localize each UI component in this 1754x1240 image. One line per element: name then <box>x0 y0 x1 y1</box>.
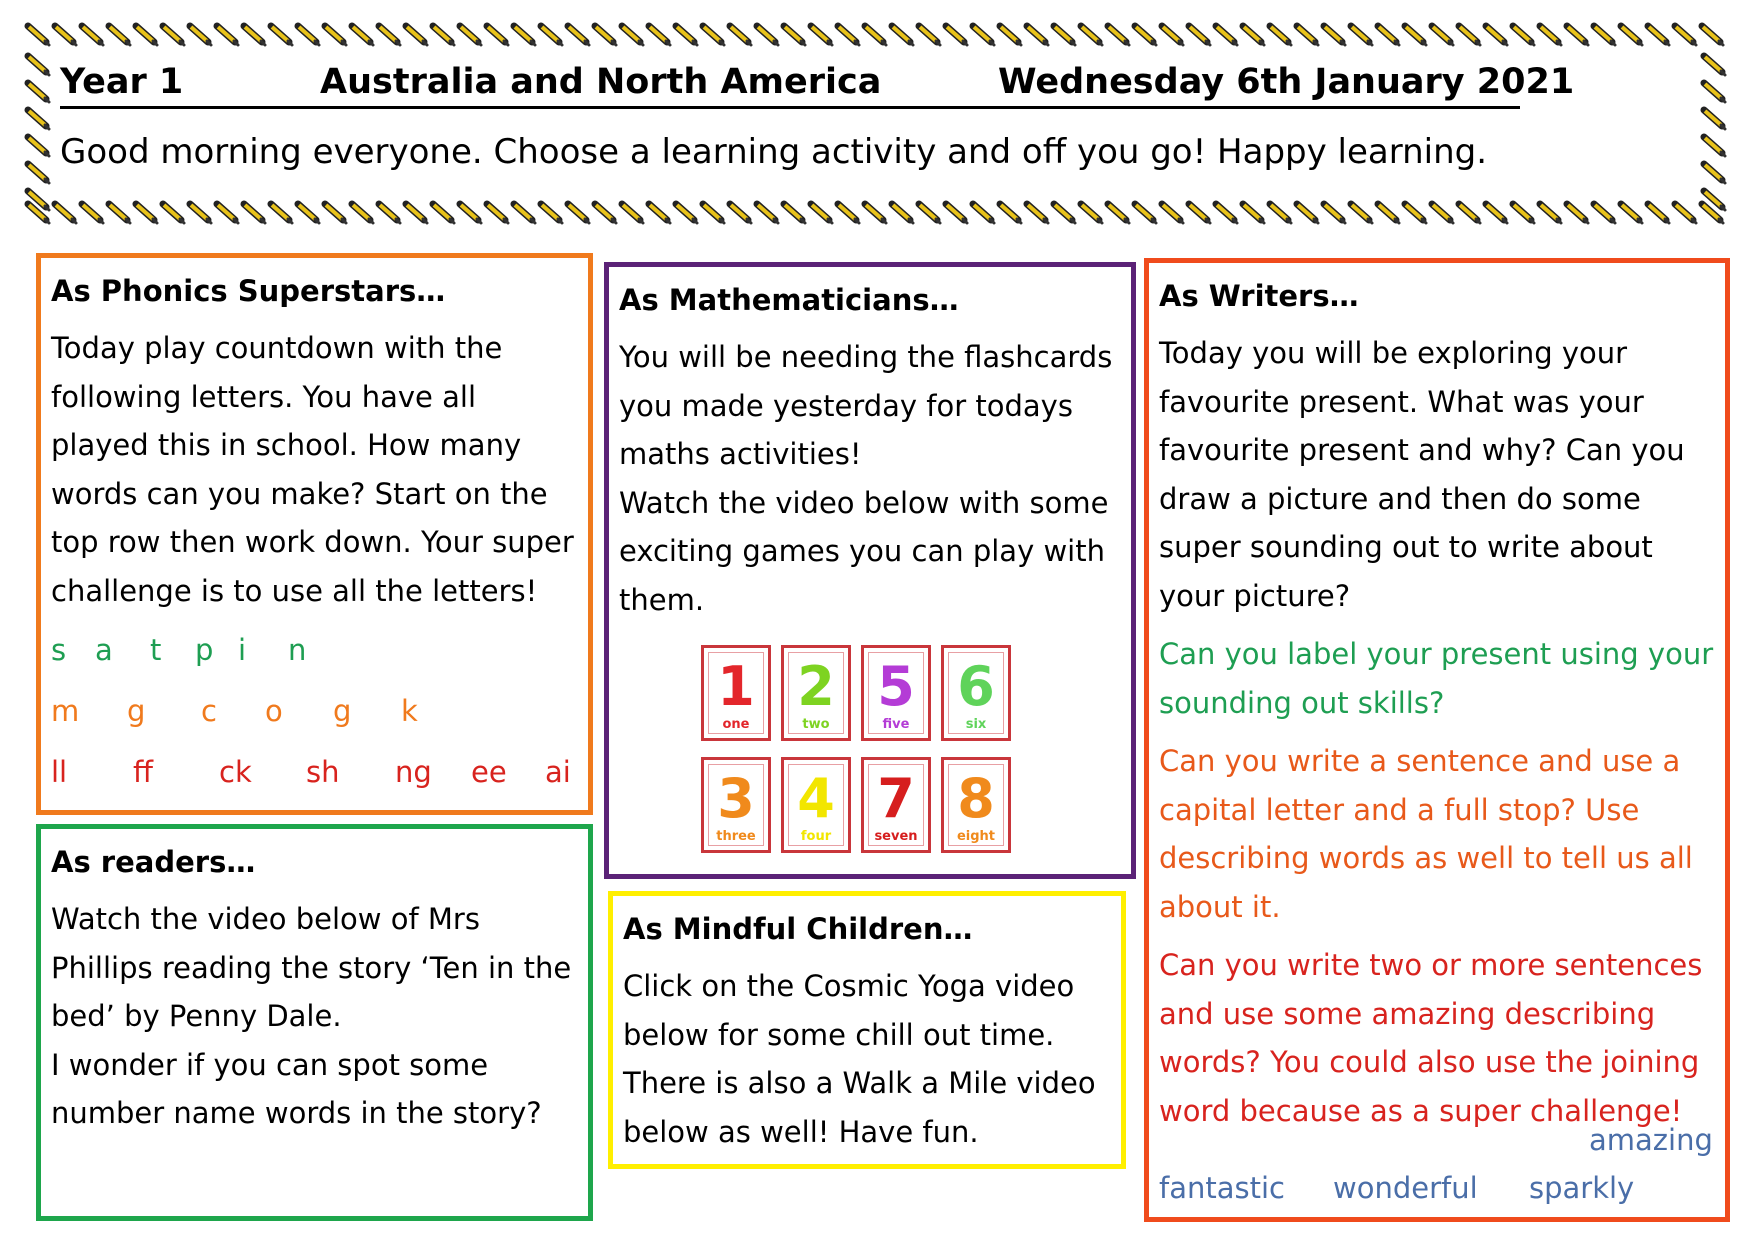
describing-word: amazing <box>1589 1123 1713 1157</box>
flashcard-number: 5 <box>877 655 915 718</box>
flashcard <box>781 645 851 741</box>
pencil-icon <box>271 26 292 45</box>
pencil-icon <box>1567 204 1588 223</box>
pencil-icon <box>1432 26 1453 45</box>
flashcard-word: one <box>722 717 750 732</box>
pencil-icon <box>190 26 211 45</box>
maths-body-2: Watch the video below with some exciting games you can play with them. <box>619 485 1109 617</box>
pencil-icon <box>1704 164 1725 183</box>
pencil-icon <box>622 26 643 45</box>
pencil-icon <box>1594 26 1615 45</box>
pencil-icon <box>325 26 346 45</box>
pencil-icon <box>1135 26 1156 45</box>
pencil-icon <box>1297 26 1318 45</box>
flashcard-number: 1 <box>717 655 755 718</box>
pencil-icon <box>1054 204 1075 223</box>
pencil-icon <box>190 204 211 223</box>
header-title-line <box>60 58 1575 109</box>
pencil-icon <box>892 26 913 45</box>
pencil-icon <box>1270 26 1291 45</box>
pencil-icon <box>82 204 103 223</box>
pencil-icon <box>379 26 400 45</box>
letter-tile: s <box>51 633 67 667</box>
pencil-icon <box>568 204 589 223</box>
letter-tile: i <box>238 633 247 667</box>
flashcard-number: 2 <box>797 655 835 718</box>
pencil-icon <box>811 204 832 223</box>
flashcard-number: 7 <box>877 767 915 830</box>
pencil-icon <box>1243 204 1264 223</box>
pencil-icon <box>811 26 832 45</box>
class-name: Australia and North America <box>320 62 882 102</box>
pencil-icon <box>730 204 751 223</box>
pencil-icon <box>406 204 427 223</box>
flashcard <box>781 757 851 853</box>
pencil-icon <box>163 26 184 45</box>
pencil-icon <box>1081 26 1102 45</box>
letter-tile: k <box>401 694 418 728</box>
mindful-title: As Mindful Children… <box>623 912 973 946</box>
pencil-icon <box>1648 26 1669 45</box>
letter-tile: a <box>95 633 113 667</box>
pencil-icon <box>676 26 697 45</box>
pencil-icon <box>1162 204 1183 223</box>
pencil-icon <box>217 26 238 45</box>
pencil-icon <box>595 204 616 223</box>
pencil-icon <box>784 26 805 45</box>
describing-word: fantastic <box>1159 1171 1285 1205</box>
flashcard-word: three <box>716 829 756 844</box>
pencil-icon <box>1540 26 1561 45</box>
pencil-icon <box>1648 204 1669 223</box>
pencil-icon <box>1675 26 1696 45</box>
pencil-icon <box>298 204 319 223</box>
pencil-icon <box>244 26 265 45</box>
pencil-icon <box>1108 26 1129 45</box>
pencil-icon <box>1000 26 1021 45</box>
pencil-icon <box>1405 26 1426 45</box>
flashcard-word: two <box>802 717 830 732</box>
letter-tile: ee <box>471 755 507 789</box>
letter-tile: p <box>195 633 214 667</box>
pencil-icon <box>649 204 670 223</box>
pencil-icon <box>28 56 49 75</box>
pencil-icon <box>1405 204 1426 223</box>
letter-tile: m <box>51 694 80 728</box>
pencil-icon <box>28 110 49 129</box>
letter-tile: ng <box>395 755 432 789</box>
flashcard <box>701 757 771 853</box>
pencil-icon <box>541 26 562 45</box>
pencil-icon <box>325 204 346 223</box>
pencil-icon <box>946 204 967 223</box>
pencil-icon <box>1704 137 1725 156</box>
pencil-icon <box>1513 204 1534 223</box>
pencil-icon <box>28 26 49 45</box>
flashcard-word: eight <box>956 829 996 844</box>
pencil-icon <box>1270 204 1291 223</box>
pencil-icon <box>1704 83 1725 102</box>
pencil-icon <box>1459 26 1480 45</box>
pencil-icon <box>1081 204 1102 223</box>
flashcard-word: seven <box>874 829 918 844</box>
pencil-icon <box>1675 204 1696 223</box>
pencil-icon <box>433 26 454 45</box>
flashcard <box>861 757 931 853</box>
flashcard-number: 3 <box>717 767 755 830</box>
pencil-icon <box>1378 26 1399 45</box>
pencil-icon <box>163 204 184 223</box>
mindful-body: Click on the Cosmic Yoga video below for some chill out time. There is also a Walk a Mile video below as well! Have fun. <box>623 969 1096 1149</box>
pencil-icon <box>487 26 508 45</box>
phonics-title: As Phonics Superstars… <box>51 274 446 308</box>
readers-panel <box>36 824 593 1221</box>
pencil-icon <box>946 26 967 45</box>
pencil-icon <box>568 26 589 45</box>
pencil-icon <box>352 26 373 45</box>
maths-body-1: You will be needing the flashcards you made yesterday for todays maths activities! <box>619 340 1113 471</box>
pencil-icon <box>757 26 778 45</box>
pencil-icon <box>676 204 697 223</box>
pencil-icon <box>109 204 130 223</box>
pencil-icon <box>460 26 481 45</box>
pencil-icon <box>1486 204 1507 223</box>
pencil-icon <box>271 204 292 223</box>
pencil-icon <box>1702 26 1723 45</box>
readers-body-2: I wonder if you can spot some number name words in the story? <box>51 1047 542 1130</box>
letter-tile: n <box>288 633 307 667</box>
pencil-icon <box>649 26 670 45</box>
pencil-icon <box>1027 204 1048 223</box>
describing-word: wonderful <box>1333 1171 1478 1205</box>
pencil-icon <box>136 204 157 223</box>
pencil-icon <box>1486 26 1507 45</box>
readers-body-1: Watch the video below of Mrs Phillips reading the story ‘Ten in the bed’ by Penny Dale. <box>51 902 572 1033</box>
pencil-icon <box>1540 204 1561 223</box>
pencil-icon <box>1704 110 1725 129</box>
pencil-icon <box>730 26 751 45</box>
flashcard <box>941 757 1011 853</box>
pencil-border <box>24 22 1730 232</box>
letter-tile: t <box>150 633 162 667</box>
pencil-icon <box>784 204 805 223</box>
pencil-icon <box>1621 204 1642 223</box>
letter-tile: sh <box>306 755 340 789</box>
flashcard-word: five <box>882 717 910 732</box>
writers-body: Today you will be exploring your favourite present. What was your favourite present and why? Can you draw a picture and then do some super sounding out to write about your picture? <box>1159 336 1685 613</box>
pencil-icon <box>1513 26 1534 45</box>
writers-panel <box>1144 258 1730 1222</box>
letter-tile: ai <box>545 755 571 789</box>
pencil-icon <box>1000 204 1021 223</box>
phonics-panel <box>36 253 593 815</box>
pencil-icon <box>703 204 724 223</box>
pencil-icon <box>1621 26 1642 45</box>
readers-title: As readers… <box>51 845 256 879</box>
pencil-icon <box>919 204 940 223</box>
writers-orange-task: Can you write a sentence and use a capital letter and a full stop? Use describing words as well to tell us all about it. <box>1159 744 1693 924</box>
flashcard-number: 4 <box>797 767 835 830</box>
flashcard <box>701 645 771 741</box>
letter-tile: ck <box>219 755 252 789</box>
writers-title: As Writers… <box>1159 279 1359 313</box>
pencil-icon <box>973 204 994 223</box>
describing-words <box>1159 1171 1719 1215</box>
pencil-icon <box>217 204 238 223</box>
pencil-icon <box>1324 204 1345 223</box>
pencil-icon <box>1243 26 1264 45</box>
pencil-icon <box>1189 26 1210 45</box>
pencil-icon <box>838 26 859 45</box>
pencil-icon <box>1297 204 1318 223</box>
pencil-icon <box>1054 26 1075 45</box>
pencil-icon <box>622 204 643 223</box>
date-label: Wednesday 6th January 2021 <box>998 62 1575 102</box>
pencil-icon <box>1378 204 1399 223</box>
pencil-icon <box>1351 26 1372 45</box>
pencil-icon <box>703 26 724 45</box>
pencil-icon <box>1704 56 1725 75</box>
pencil-icon <box>82 26 103 45</box>
pencil-icon <box>1216 26 1237 45</box>
pencil-icon <box>514 204 535 223</box>
pencil-icon <box>244 204 265 223</box>
pencil-icon <box>595 26 616 45</box>
pencil-icon <box>1162 26 1183 45</box>
pencil-icon <box>28 164 49 183</box>
flashcard-number: 8 <box>957 767 995 830</box>
intro-text: Good morning everyone. Choose a learning activity and off you go! Happy learning. <box>60 132 1488 172</box>
pencil-icon <box>433 204 454 223</box>
writers-red-task: Can you write two or more sentences and use some amazing describing words? You could also use the joining word because as a super challenge! <box>1159 948 1703 1128</box>
pencil-icon <box>973 26 994 45</box>
flashcards-image <box>701 645 1011 873</box>
pencil-icon <box>1567 26 1588 45</box>
pencil-icon <box>406 26 427 45</box>
phonics-body: Today play countdown with the following letters. You have all played this in school. How many words can you make? Start on the top row then work down. Your super challenge is to use all the letters! <box>51 331 574 608</box>
pencil-icon <box>1135 204 1156 223</box>
letter-tile: g <box>333 694 352 728</box>
letter-tile: c <box>201 694 217 728</box>
letter-tile: ll <box>51 755 68 789</box>
maths-title: As Mathematicians… <box>619 283 959 317</box>
letter-tile: g <box>127 694 146 728</box>
pencil-icon <box>28 137 49 156</box>
pencil-icon <box>1027 26 1048 45</box>
pencil-icon <box>1216 204 1237 223</box>
pencil-icon <box>298 26 319 45</box>
pencil-icon <box>514 26 535 45</box>
pencil-icon <box>352 204 373 223</box>
describing-word: sparkly <box>1529 1171 1635 1205</box>
flashcard-word: four <box>800 829 832 844</box>
pencil-icon <box>865 26 886 45</box>
pencil-icon <box>1108 204 1129 223</box>
pencil-icon <box>757 204 778 223</box>
pencil-icon <box>1351 204 1372 223</box>
pencil-icon <box>892 204 913 223</box>
pencil-icon <box>541 204 562 223</box>
pencil-icon <box>487 204 508 223</box>
flashcard <box>861 645 931 741</box>
maths-panel <box>604 262 1136 879</box>
pencil-icon <box>865 204 886 223</box>
pencil-icon <box>919 26 940 45</box>
pencil-icon <box>1459 204 1480 223</box>
pencil-icon <box>55 26 76 45</box>
pencil-icon <box>1189 204 1210 223</box>
pencil-icon <box>136 26 157 45</box>
flashcard-number: 6 <box>957 655 995 718</box>
pencil-icon <box>379 204 400 223</box>
flashcard <box>941 645 1011 741</box>
pencil-icon <box>838 204 859 223</box>
pencil-icon <box>28 83 49 102</box>
flashcard-word: six <box>965 717 987 732</box>
pencil-icon <box>1432 204 1453 223</box>
year-label: Year 1 <box>60 62 184 102</box>
letter-tile: o <box>265 694 283 728</box>
pencil-icon <box>55 204 76 223</box>
letter-tile: ff <box>133 755 153 789</box>
pencil-icon <box>1324 26 1345 45</box>
pencil-icon <box>1594 204 1615 223</box>
writers-green-task: Can you label your present using your sounding out skills? <box>1159 637 1714 720</box>
pencil-icon <box>460 204 481 223</box>
mindful-panel <box>608 891 1126 1169</box>
pencil-icon <box>109 26 130 45</box>
